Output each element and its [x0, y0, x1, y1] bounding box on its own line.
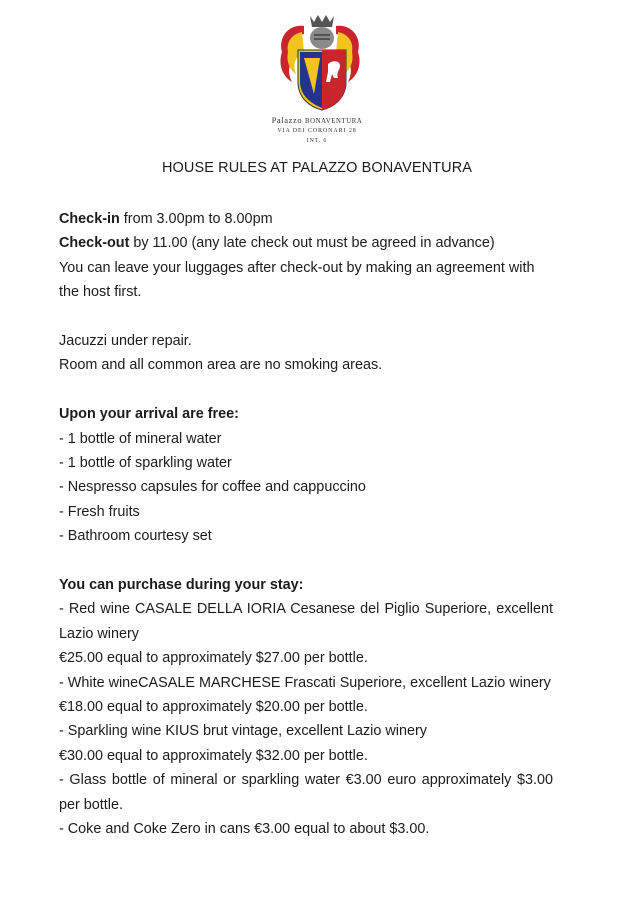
list-item: - Nespresso capsules for coffee and cappuccino [59, 479, 366, 496]
organization-name: Palazzo BONAVENTURA [271, 115, 363, 125]
purchase-item: - Sparkling wine KIUS brut vintage, excellent Lazio winery [59, 723, 427, 740]
list-item: - Bathroom courtesy set [59, 528, 212, 545]
purchase-item: - Coke and Coke Zero in cans €3.00 equal to about $3.00. [59, 821, 430, 838]
purchase-heading: You can purchase during your stay: [59, 577, 304, 594]
page-title: HOUSE RULES AT PALAZZO BONAVENTURA [161, 160, 473, 176]
checkout-line: Check-out by 11.00 (any late check out must be agreed in advance) [59, 235, 495, 252]
checkin-line: Check-in from 3.00pm to 8.00pm [59, 211, 273, 227]
list-item: - Fresh fruits [59, 503, 140, 520]
organization-interior: INT. 6 [306, 138, 328, 144]
notice-line: Room and all common area are no smoking areas. [59, 357, 383, 374]
luggage-line: You can leave your luggages after check-out by making an agreement with the host first. [59, 259, 535, 301]
purchase-item: - Glass bottle of mineral or sparkling water €3.00 euro approximately $3.00 per bottle. [59, 772, 553, 813]
purchase-item: - Red wine CASALE DELLA IORIA Cesanese del Piglio Superiore, excellent Lazio winery [59, 601, 553, 642]
list-item: - 1 bottle of mineral water [59, 430, 222, 447]
purchase-price: €30.00 equal to approximately $32.00 per bottle. [59, 747, 368, 764]
crown [310, 15, 334, 27]
organization-address: VIA DEI CORONARI 28 [277, 128, 357, 134]
coat-of-arms-logo [274, 12, 366, 112]
notice-line: Jacuzzi under repair. [59, 333, 192, 350]
helmet [310, 27, 334, 49]
rules-body [59, 207, 553, 842]
purchase-price: €25.00 equal to approximately $27.00 per bottle. [59, 650, 368, 667]
free-items-heading: Upon your arrival are free: [59, 406, 239, 423]
list-item: - 1 bottle of sparkling water [59, 455, 232, 472]
purchase-price: €18.00 equal to approximately $20.00 per bottle. [59, 699, 368, 716]
purchase-item: - White wineCASALE MARCHESE Frascati Superiore, excellent Lazio winery [59, 674, 551, 691]
